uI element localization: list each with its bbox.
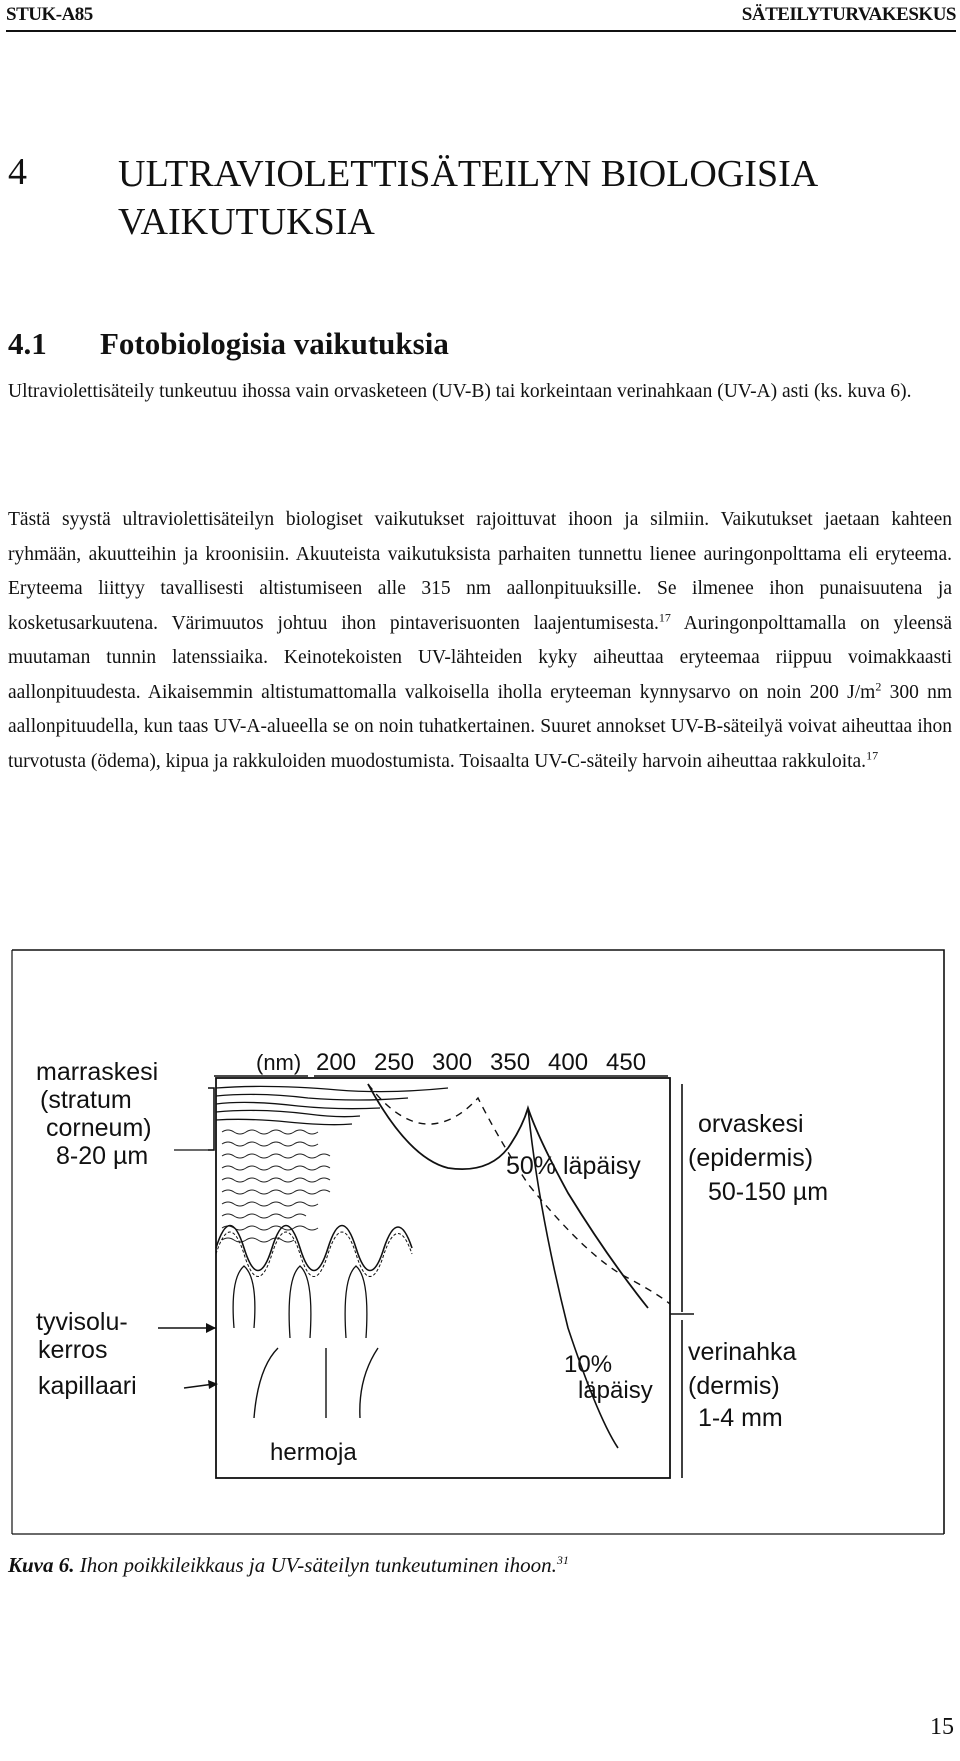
- stratum-bracket: [208, 1088, 214, 1150]
- dermis-label-line2: (dermis): [688, 1372, 780, 1400]
- capillary-loops: [233, 1266, 367, 1338]
- caption-footnote-ref: 31: [556, 1553, 569, 1567]
- paragraph-effects-part2: Auringonpolttamalla on yleensä muutaman tunnin latenssiaika. Keinotekoisten UV-lähteiden kyky aiheuttaa eryteemaa riippuu voimakkaasti aallonpituudesta. Aikaisemmin altistumattomalla valkoisella iholla eryteeman kynnysarvo on noin 200 J/m: [8, 612, 952, 703]
- dermis-label-line1: verinahka: [688, 1338, 797, 1366]
- paragraph-effects-part3: 300 nm aallonpituudella, kun taas UV-A-alueella se on noin tuhatkertainen. Suuret annokset UV-B-säteilyä voivat aiheuttaa ihon turvotusta (ödema), kipua ja rakkuloiden muodostumista. Toisaalta UV-C-säteily harvoin aiheuttaa rakkuloita.: [8, 681, 952, 772]
- epidermis-label-line3: 50-150 µm: [708, 1178, 829, 1206]
- dermis-label-line3: 1-4 mm: [698, 1404, 783, 1432]
- section-title: Fotobiologisia vaikutuksia: [100, 326, 449, 361]
- paragraph-effects-part1: Tästä syystä ultraviolettisäteilyn biologiset vaikutukset rajoittuvat ihoon ja silmiin. Vaikutukset jaetaan kahteen ryhmään, akuutteihin ja kroonisiin. Akuuteista vaikutuksista parhaiten tunnettu lienee auringonpolttama eli eryteema. Eryteema liittyy tavallisesti altistumiseen alle 315 nm aallonpituuksille. Se ilmenee ihon punaisuutena ja kosketusarkuutena. Värimuutos johtuu ihon pintaverisuonten laajentumisesta.: [8, 509, 952, 634]
- wavelength-label: 350: [490, 1049, 531, 1076]
- running-header-right: SÄTEILYTURVAKESKUS: [741, 4, 956, 25]
- figure-frame: [12, 950, 944, 1534]
- footnote-ref: 17: [658, 610, 671, 624]
- chapter-title: ULTRAVIOLETTISÄTEILYN BIOLOGISIA VAIKUTUKSIA: [118, 153, 817, 243]
- wavelength-label: 450: [606, 1049, 647, 1076]
- skin-cross-section-figure: [8, 948, 952, 1542]
- unit-label: (nm): [256, 1050, 302, 1075]
- running-header-left: STUK-A85: [6, 4, 93, 25]
- stratum-label-line4: 8-20 µm: [56, 1142, 149, 1170]
- basal-label-line2: kerros: [38, 1336, 108, 1364]
- footnote-ref: 17: [866, 748, 879, 762]
- basal-arrowhead: [206, 1323, 216, 1333]
- pass10-label-line1: 10%: [564, 1351, 613, 1378]
- epidermis-texture: [222, 1130, 330, 1242]
- paragraph-effects: [8, 503, 952, 779]
- epidermis-label-line1: orvaskesi: [698, 1110, 804, 1138]
- wavelength-label: 250: [374, 1049, 415, 1076]
- pass10-label-line2: läpäisy: [578, 1377, 653, 1404]
- pass50-label: 50% läpäisy: [506, 1152, 641, 1180]
- basal-label-line1: tyvisolu-: [36, 1308, 128, 1336]
- stratum-label-line1: marraskesi: [36, 1058, 159, 1086]
- wavelength-label: 300: [432, 1049, 473, 1076]
- header-rule: [6, 30, 956, 32]
- skin-diagram: [8, 948, 952, 1542]
- capillary-label: kapillaari: [38, 1372, 137, 1400]
- nerves-label: hermoja: [270, 1439, 357, 1466]
- page-number: 15: [930, 1714, 954, 1740]
- paragraph-intro: Ultraviolettisäteily tunkeutuu ihossa vain orvasketeen (UV-B) tai korkeintaan verinahkaan (UV-A) asti (ks. kuva 6).: [8, 381, 912, 402]
- nerve-fibers: [254, 1348, 378, 1418]
- pass50-curve: [368, 1084, 648, 1308]
- wavelength-scale: [316, 1049, 646, 1076]
- unit-exponent: 2: [875, 679, 882, 693]
- stratum-label-line2: (stratum: [40, 1086, 132, 1114]
- figure-caption: [8, 1553, 569, 1578]
- pass10-curve: [368, 1084, 670, 1304]
- section-heading: [8, 326, 449, 362]
- stratum-corneum-layers: [216, 1086, 448, 1124]
- wavelength-label: 200: [316, 1049, 357, 1076]
- section-number: 4.1: [8, 326, 47, 361]
- dermal-papillae-boundary: [216, 1226, 412, 1271]
- caption-text: Ihon poikkileikkaus ja UV-säteilyn tunkeutuminen ihoon.: [74, 1553, 557, 1577]
- wavelength-label: 400: [548, 1049, 589, 1076]
- epidermis-label-line2: (epidermis): [688, 1144, 814, 1172]
- chapter-number: 4: [8, 151, 27, 193]
- stratum-label-line3: corneum): [46, 1114, 152, 1142]
- caption-lead: Kuva 6.: [8, 1553, 75, 1577]
